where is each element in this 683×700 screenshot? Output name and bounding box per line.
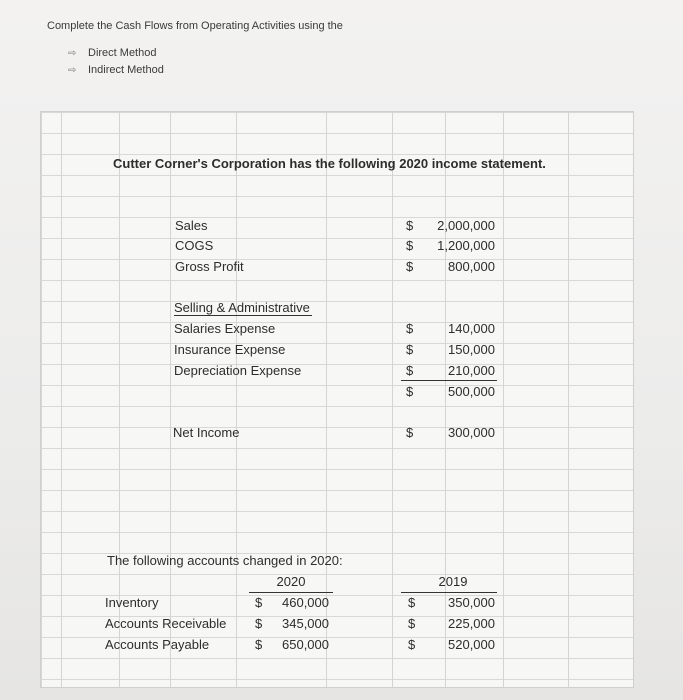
bullet-indirect-method	[68, 64, 164, 76]
income-label-gross-profit: Gross Profit	[175, 259, 244, 274]
expense-value-depreciation: 210,000	[448, 363, 495, 378]
instructions-title: Complete the Cash Flows from Operating Activities using the	[47, 20, 343, 32]
income-label-cogs: COGS	[175, 238, 214, 253]
payable-2019-value: 520,000	[448, 637, 495, 652]
dollar-sign: $	[406, 363, 414, 378]
method-label: Direct Method	[88, 47, 157, 59]
expense-value-insurance: 150,000	[448, 342, 495, 357]
dollar-sign: $	[406, 384, 414, 399]
statement-heading: Cutter Corner's Corporation has the following 2020 income statement.	[113, 156, 546, 171]
inventory-2020-value: 460,000	[282, 595, 329, 610]
expense-label-salaries: Salaries Expense	[174, 321, 276, 336]
dollar-sign: $	[406, 218, 414, 233]
underline-2020	[249, 592, 333, 593]
year-2020-header: 2020	[276, 574, 306, 589]
income-value-sales: 2,000,000	[437, 218, 495, 233]
year-2019-header: 2019	[438, 574, 468, 589]
dollar-sign: $	[406, 238, 414, 253]
net-income-label: Net Income	[173, 425, 240, 440]
bullet-direct-method	[68, 47, 156, 59]
dollar-sign: $	[406, 425, 414, 440]
dollar-sign: $	[255, 616, 263, 631]
arrow-right-icon: ⇨	[68, 64, 77, 76]
dollar-sign: $	[408, 637, 416, 652]
receivable-2019-value: 225,000	[448, 616, 495, 631]
dollar-sign: $	[255, 595, 263, 610]
account-label-payable: Accounts Payable	[105, 637, 210, 652]
expenses-heading: Selling & Administrative	[174, 300, 310, 315]
net-income-value: 300,000	[448, 425, 495, 440]
dollar-sign: $	[406, 342, 414, 357]
receivable-2020-value: 345,000	[282, 616, 329, 631]
dollar-sign: $	[255, 637, 263, 652]
changes-heading: The following accounts changed in 2020:	[107, 553, 343, 568]
income-label-sales: Sales	[175, 218, 208, 233]
inventory-2019-value: 350,000	[448, 595, 495, 610]
method-label: Indirect Method	[88, 64, 164, 76]
payable-2020-value: 650,000	[282, 637, 329, 652]
arrow-right-icon: ⇨	[68, 47, 77, 59]
dollar-sign: $	[408, 595, 416, 610]
account-label-inventory: Inventory	[105, 595, 159, 610]
total-underline	[401, 380, 497, 381]
underline-2019	[401, 592, 497, 593]
expenses-total-value: 500,000	[448, 384, 495, 399]
expense-label-insurance: Insurance Expense	[174, 342, 286, 357]
income-value-gross-profit: 800,000	[448, 259, 495, 274]
spreadsheet	[40, 111, 634, 688]
dollar-sign: $	[408, 616, 416, 631]
account-label-receivable: Accounts Receivable	[105, 616, 227, 631]
dollar-sign: $	[406, 259, 414, 274]
dollar-sign: $	[406, 321, 414, 336]
expense-value-salaries: 140,000	[448, 321, 495, 336]
income-value-cogs: 1,200,000	[437, 238, 495, 253]
expense-label-depreciation: Depreciation Expense	[174, 363, 302, 378]
